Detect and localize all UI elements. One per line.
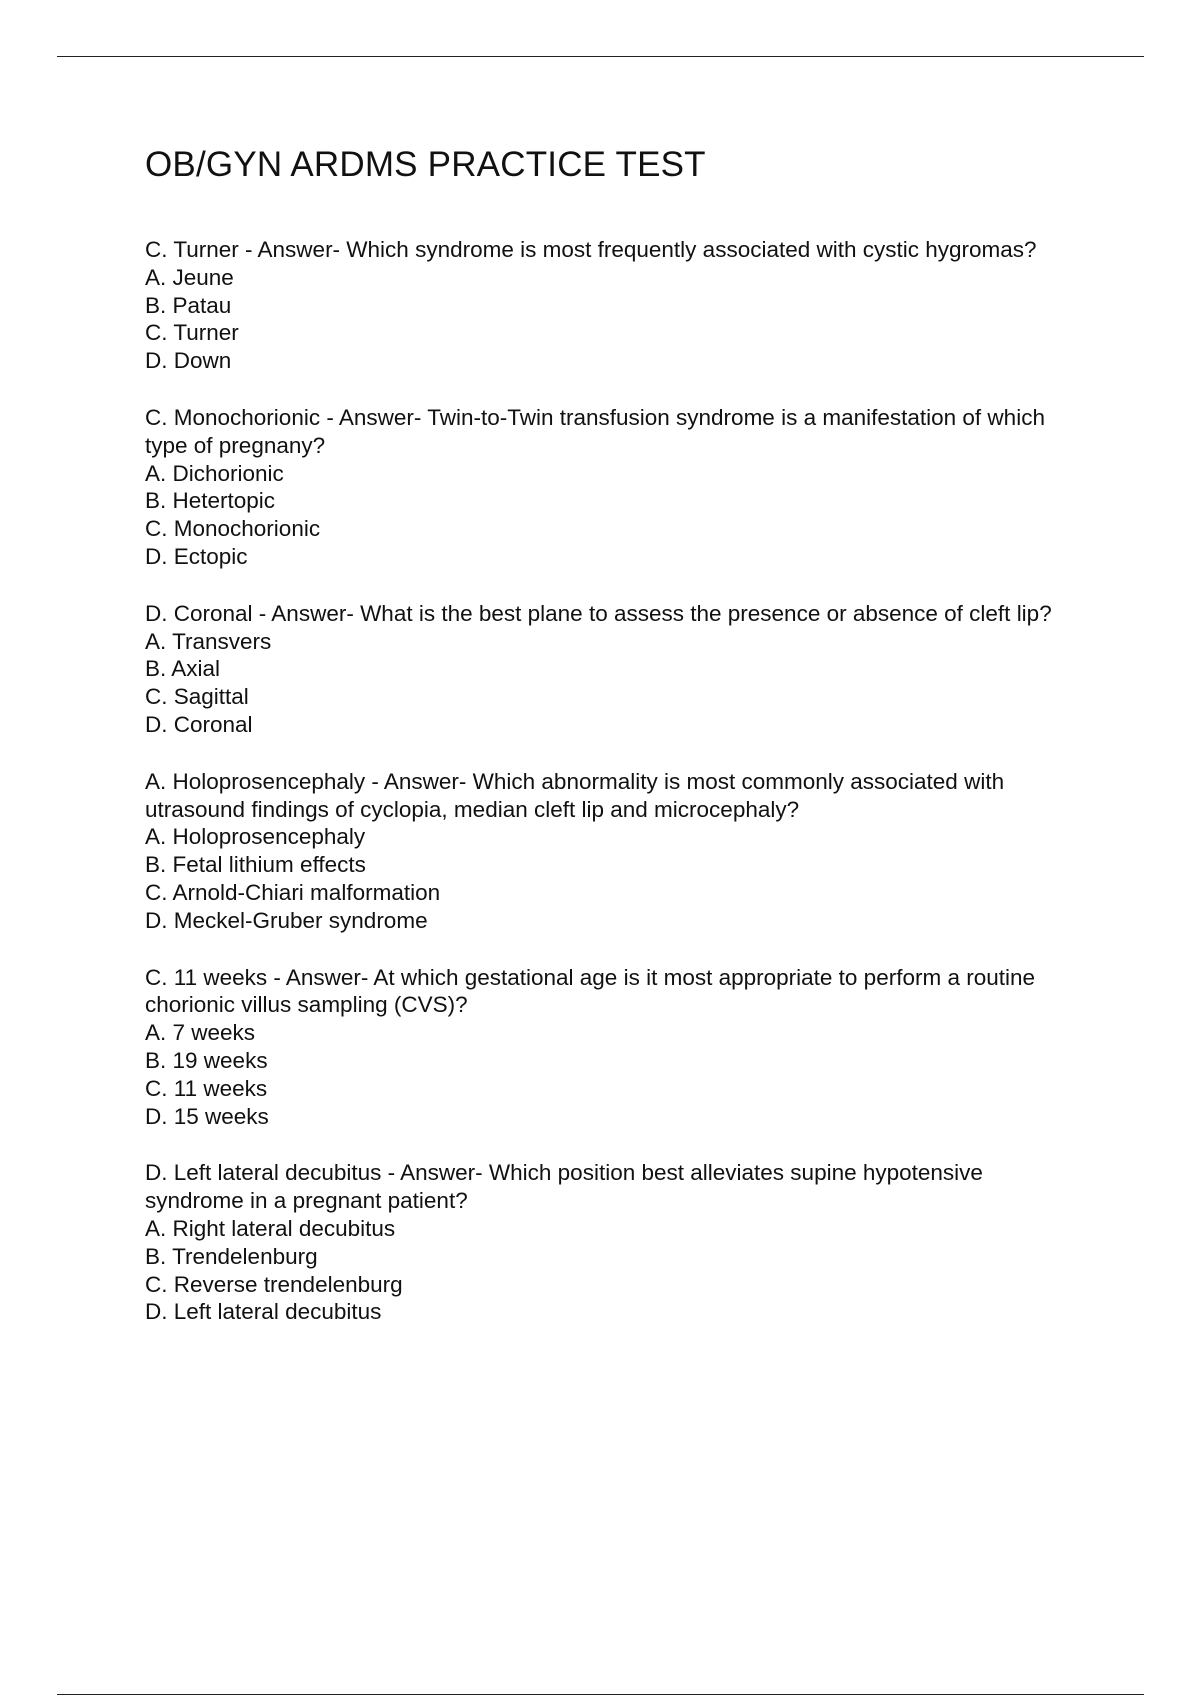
answer-option: A. 7 weeks <box>145 1020 256 1046</box>
answer-option: B. Hetertopic <box>145 488 276 514</box>
answer-option: C. Arnold-Chiari malformation <box>145 879 441 905</box>
answer-option: B. Trendelenburg <box>145 1243 318 1269</box>
question-block <box>145 768 1085 935</box>
question-text: C. 11 weeks - Answer- At which gestational age is it most appropriate to perform a routine chorionic villus sampling (CVS)? <box>145 964 1036 1018</box>
answer-options <box>145 823 1085 934</box>
answer-option: A. Dichorionic <box>145 460 284 486</box>
answer-option: A. Jeune <box>145 264 234 290</box>
answer-option: D. Coronal <box>145 711 253 737</box>
answer-option: C. Turner <box>145 320 239 346</box>
answer-option: C. Monochorionic <box>145 516 321 542</box>
answer-option: C. Reverse trendelenburg <box>145 1271 403 1297</box>
question-text: D. Coronal - Answer- What is the best plane to assess the presence or absence of cleft lip? <box>145 600 1052 626</box>
question-block <box>145 236 1085 375</box>
answer-option: B. Axial <box>145 656 221 682</box>
answer-option: B. Fetal lithium effects <box>145 852 366 878</box>
top-rule <box>57 56 1144 57</box>
page-content <box>145 140 1085 1355</box>
question-block <box>145 600 1085 739</box>
question-block <box>145 1159 1085 1326</box>
answer-options <box>145 1215 1085 1326</box>
question-text: A. Holoprosencephaly - Answer- Which abnormality is most commonly associated with utrasound findings of cyclopia, median cleft lip and microcephaly? <box>145 768 1005 822</box>
question-text: D. Left lateral decubitus - Answer- Which position best alleviates supine hypotensive syndrome in a pregnant patient? <box>145 1160 983 1214</box>
answer-option: D. Down <box>145 348 232 374</box>
bottom-rule <box>57 1694 1144 1695</box>
answer-option: D. Left lateral decubitus <box>145 1299 382 1325</box>
answer-option: B. 19 weeks <box>145 1047 268 1073</box>
answer-option: B. Patau <box>145 292 232 318</box>
answer-options <box>145 264 1085 375</box>
answer-option: C. Sagittal <box>145 684 249 710</box>
answer-option: D. Ectopic <box>145 543 248 569</box>
answer-option: D. Meckel-Gruber syndrome <box>145 907 428 933</box>
answer-option: C. 11 weeks <box>145 1075 268 1101</box>
question-text: C. Monochorionic - Answer- Twin-to-Twin transfusion syndrome is a manifestation of which type of pregnany? <box>145 404 1045 458</box>
answer-option: A. Right lateral decubitus <box>145 1215 396 1241</box>
answer-option: A. Transvers <box>145 628 272 654</box>
question-text: C. Turner - Answer- Which syndrome is most frequently associated with cystic hygromas? <box>145 237 1037 262</box>
page-title: OB/GYN ARDMS PRACTICE TEST <box>145 145 706 184</box>
answer-options <box>145 628 1085 739</box>
question-block <box>145 964 1085 1131</box>
answer-option: D. 15 weeks <box>145 1103 269 1129</box>
answer-options <box>145 1019 1085 1130</box>
answer-option: A. Holoprosencephaly <box>145 824 366 850</box>
answer-options <box>145 460 1085 571</box>
question-block <box>145 404 1085 571</box>
